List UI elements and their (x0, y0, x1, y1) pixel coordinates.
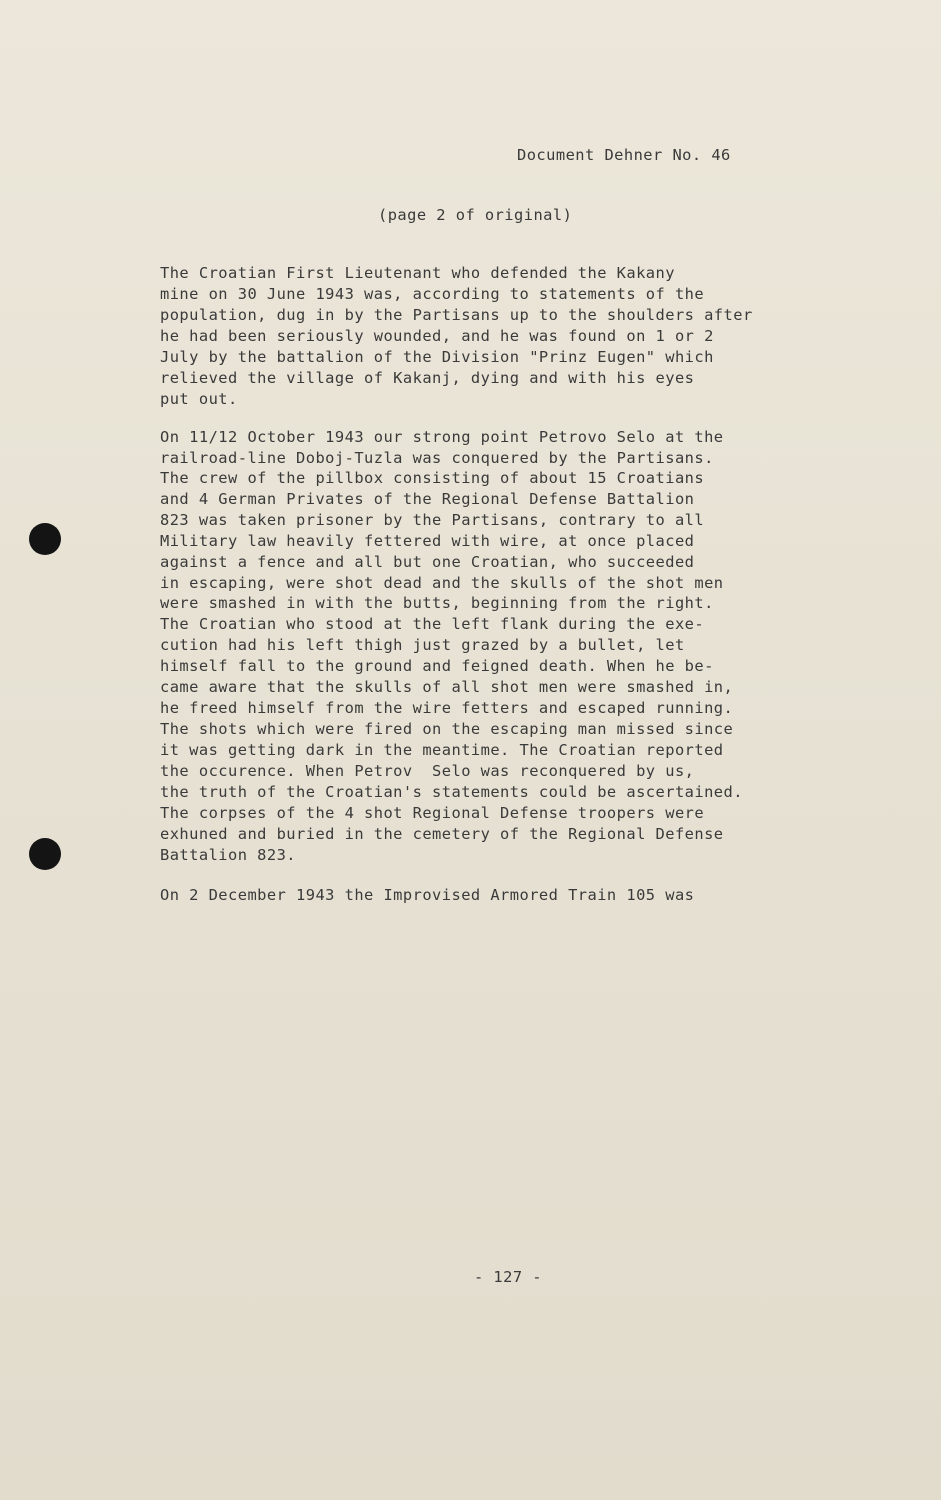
text-line: it was getting dark in the meantime. The Croatian reported (160, 741, 724, 759)
text-line: put out. (160, 390, 238, 408)
text-line: and 4 German Privates of the Regional Defense Battalion (160, 490, 695, 508)
text-line: he had been seriously wounded, and he was found on 1 or 2 (160, 327, 714, 345)
text-line: On 2 December 1943 the Improvised Armored Train 105 was (160, 886, 695, 904)
text-line: July by the battalion of the Division "Prinz Eugen" which (160, 348, 714, 366)
text-line: exhuned and buried in the cemetery of the Regional Defense (160, 825, 724, 843)
page-number: - 127 - (474, 1268, 543, 1286)
punch-hole-icon (29, 838, 61, 870)
text-line: The crew of the pillbox consisting of about 15 Croatians (160, 469, 705, 487)
text-line: The Croatian First Lieutenant who defended the Kakany (160, 264, 675, 282)
text-line: Military law heavily fettered with wire, at once placed (160, 532, 695, 550)
text-line: were smashed in with the butts, beginning from the right. (160, 594, 714, 612)
text-line: relieved the village of Kakanj, dying and with his eyes (160, 369, 695, 387)
text-line: population, dug in by the Partisans up to the shoulders after (160, 306, 753, 324)
text-line: cution had his left thigh just grazed by a bullet, let (160, 636, 685, 654)
text-line: Battalion 823. (160, 846, 297, 864)
page-subheader: (page 2 of original) (378, 206, 573, 224)
document-header: Document Dehner No. 46 (517, 146, 731, 164)
text-line: The shots which were fired on the escaping man missed since (160, 720, 734, 738)
text-line: The corpses of the 4 shot Regional Defense troopers were (160, 804, 705, 822)
punch-hole-icon (29, 523, 61, 555)
text-line: in escaping, were shot dead and the skulls of the shot men (160, 574, 724, 592)
text-line: against a fence and all but one Croatian, who succeeded (160, 553, 695, 571)
text-line: 823 was taken prisoner by the Partisans, contrary to all (160, 511, 705, 529)
text-line: came aware that the skulls of all shot men were smashed in, (160, 678, 734, 696)
text-line: railroad-line Doboj-Tuzla was conquered by the Partisans. (160, 449, 714, 467)
text-line: the truth of the Croatian's statements could be ascertained. (160, 783, 743, 801)
text-line: The Croatian who stood at the left flank during the exe- (160, 615, 705, 633)
text-line: himself fall to the ground and feigned death. When he be- (160, 657, 714, 675)
text-line: mine on 30 June 1943 was, according to statements of the (160, 285, 705, 303)
text-line: the occurence. When Petrov Selo was reconquered by us, (160, 762, 695, 780)
text-line: he freed himself from the wire fetters and escaped running. (160, 699, 734, 717)
text-line: On 11/12 October 1943 our strong point Petrovo Selo at the (160, 428, 724, 446)
